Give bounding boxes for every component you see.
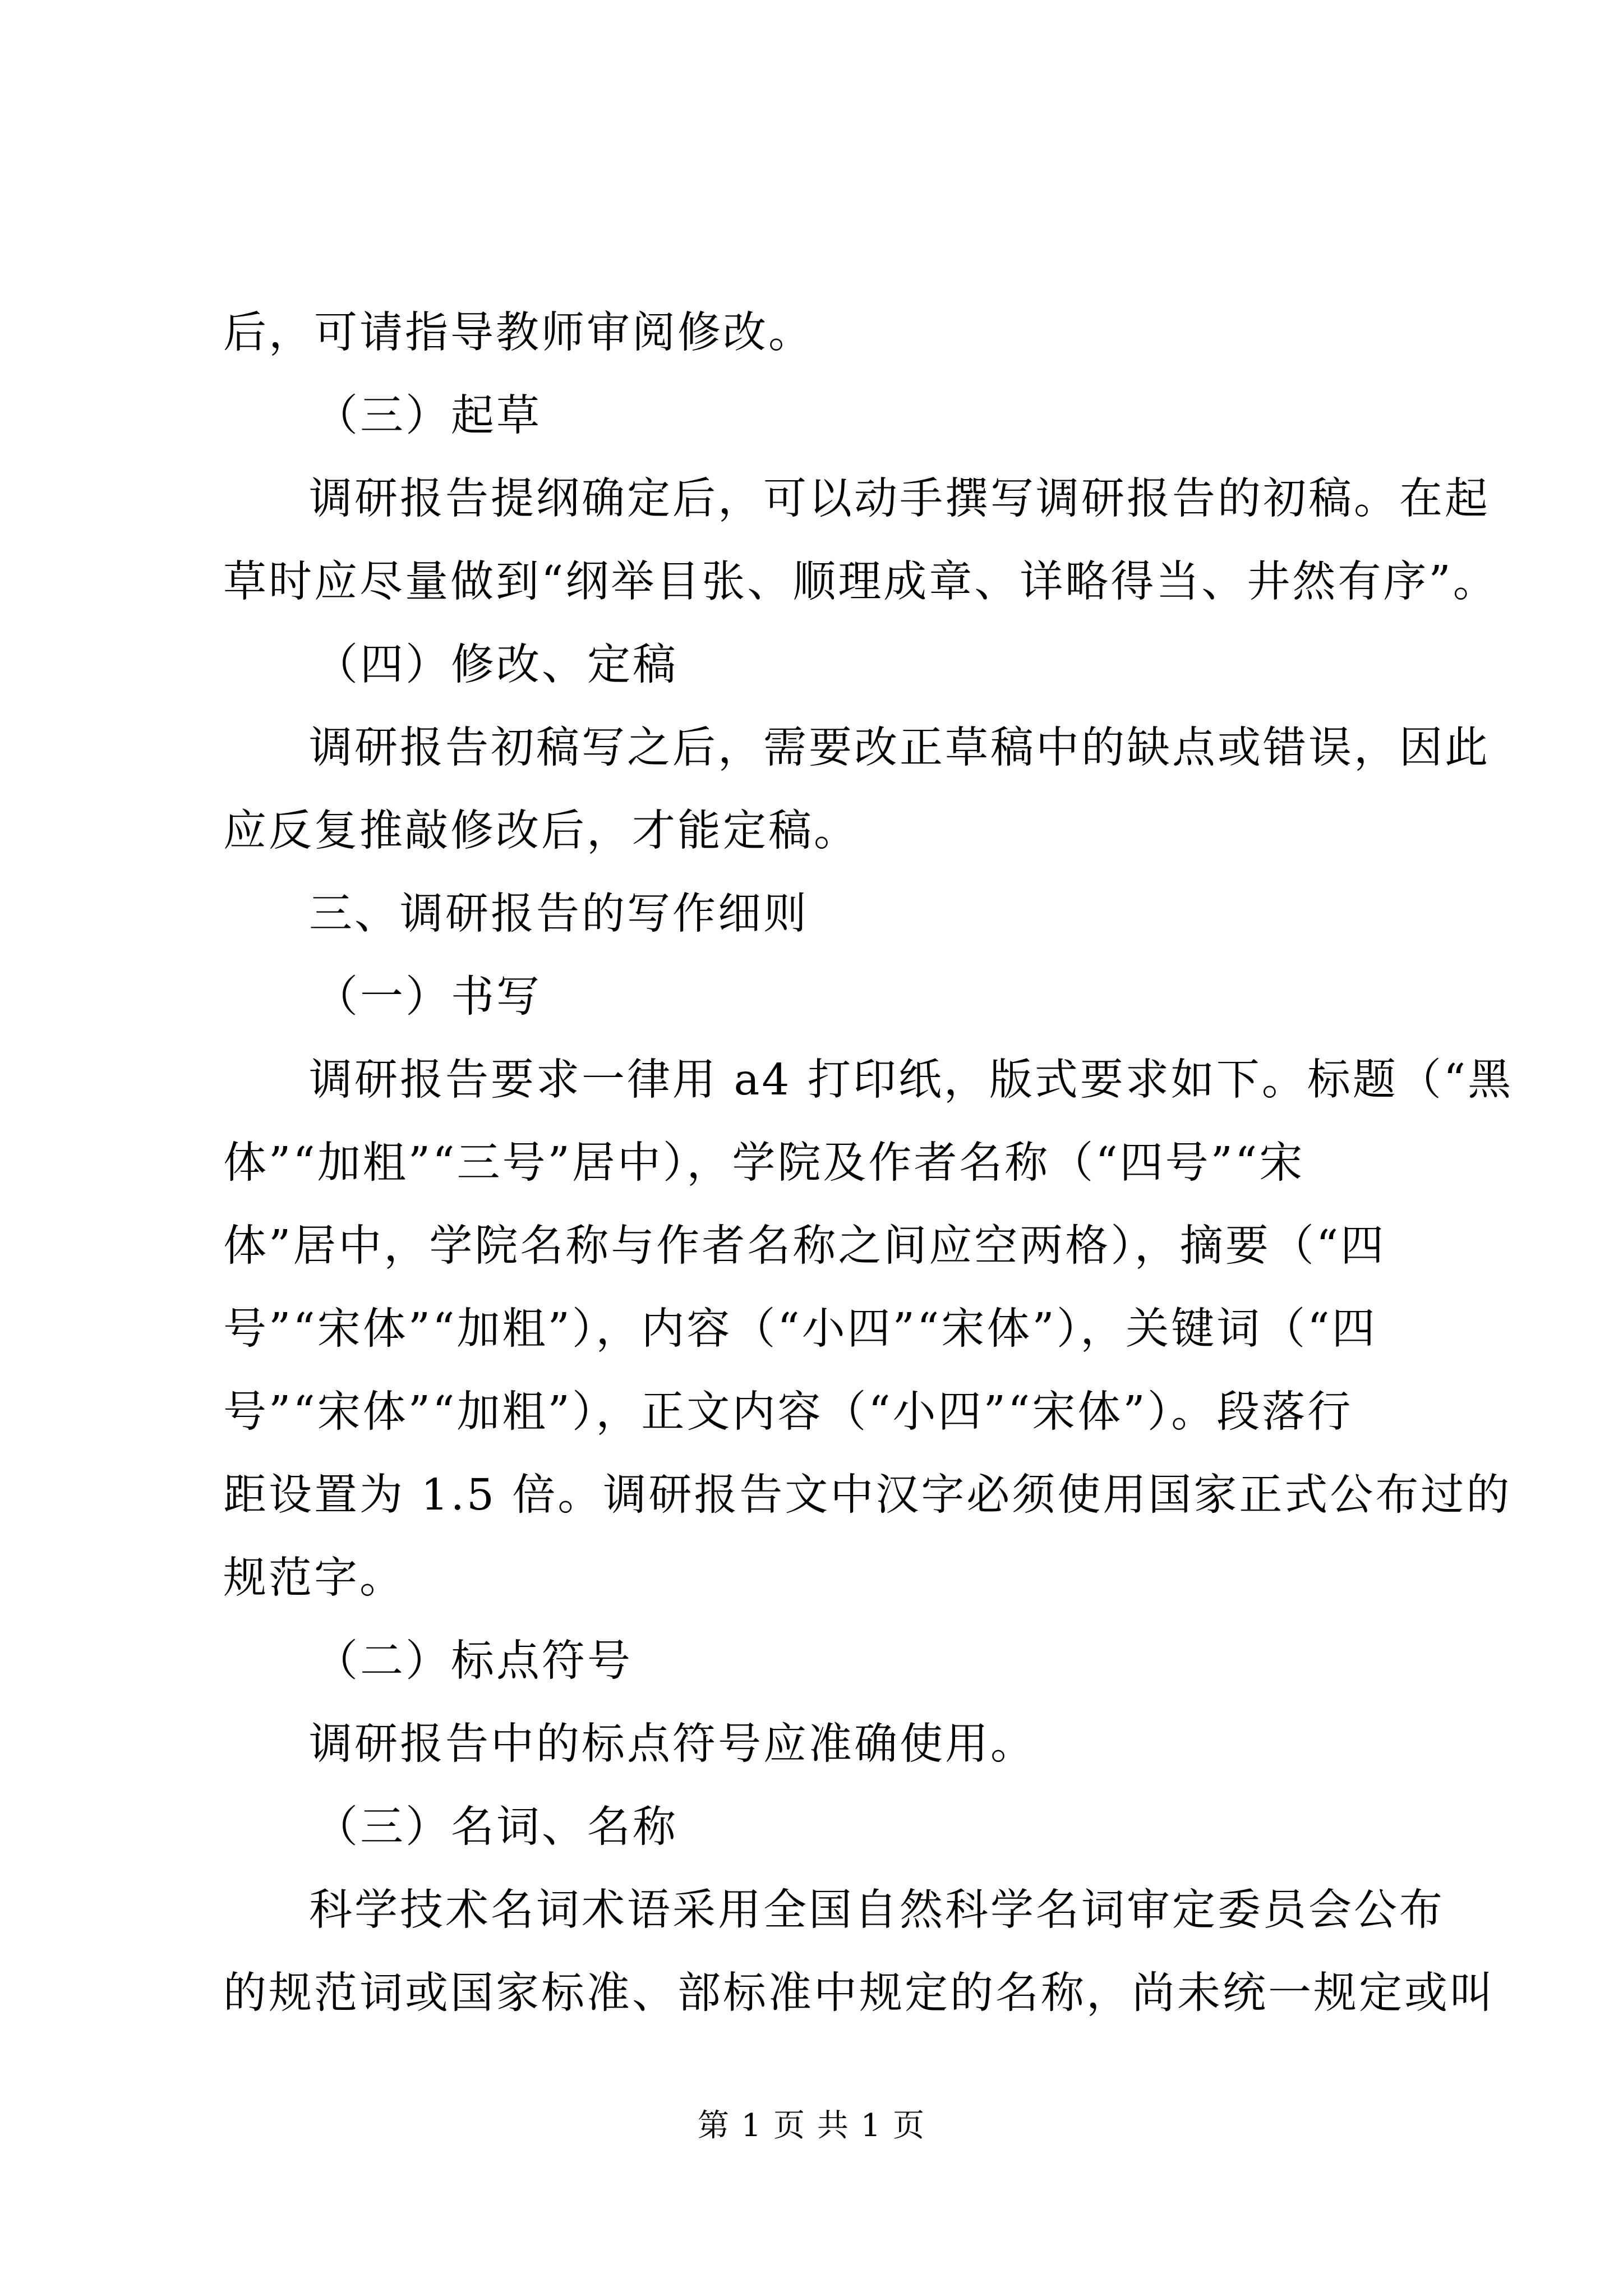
subheading-writing: （一）书写 <box>315 972 542 1022</box>
paragraph-line: 体”居中，学院名称与作者名称之间应空两格），摘要（“四 <box>223 1221 1386 1271</box>
paragraph-line: 规范字。 <box>223 1553 405 1603</box>
paragraph-line: 号”“宋体”“加粗”），正文内容（“小四”“宋体”）。段落行 <box>223 1387 1353 1437</box>
paragraph-line: 调研报告初稿写之后，需要改正草稿中的缺点或错误，因此 <box>309 723 1490 773</box>
paragraph-line: 的规范词或国家标准、部标准中规定的名称，尚未统一规定或叫 <box>223 1968 1495 2018</box>
subheading-terms-names: （三）名词、名称 <box>315 1802 678 1852</box>
paragraph-line: 调研报告提纲确定后，可以动手撰写调研报告的初稿。在起 <box>309 474 1490 524</box>
subheading-revise-finalize: （四）修改、定稿 <box>315 640 678 690</box>
subheading-punctuation: （二）标点符号 <box>315 1636 633 1686</box>
paragraph-line: 号”“宋体”“加粗”），内容（“小四”“宋体”），关键词（“四 <box>223 1304 1377 1354</box>
section-heading-writing-rules: 三、调研报告的写作细则 <box>309 889 809 939</box>
paragraph-line: 应反复推敲修改后，才能定稿。 <box>223 806 859 856</box>
paragraph-line: 科学技术名词术语采用全国自然科学名词审定委员会公布 <box>309 1885 1445 1935</box>
paragraph-line-continuation: 后，可请指导教师审阅修改。 <box>223 308 814 358</box>
paragraph-line: 调研报告中的标点符号应准确使用。 <box>309 1719 1036 1769</box>
paragraph-line: 距设置为 1.5 倍。调研报告文中汉字必须使用国家正式公布过的 <box>223 1470 1512 1520</box>
paragraph-line: 体”“加粗”“三号”居中），学院及作者名称（“四号”“宋 <box>223 1138 1305 1188</box>
subheading-drafting: （三）起草 <box>315 391 542 441</box>
paragraph-line: 草时应尽量做到“纲举目张、顺理成章、详略得当、井然有序”。 <box>223 557 1498 607</box>
document-body <box>223 292 1514 2035</box>
paragraph-line: 调研报告要求一律用 a4 打印纸，版式要求如下。标题（“黑 <box>309 1055 1514 1105</box>
page-number-footer: 第 1 页 共 1 页 <box>697 2108 926 2144</box>
